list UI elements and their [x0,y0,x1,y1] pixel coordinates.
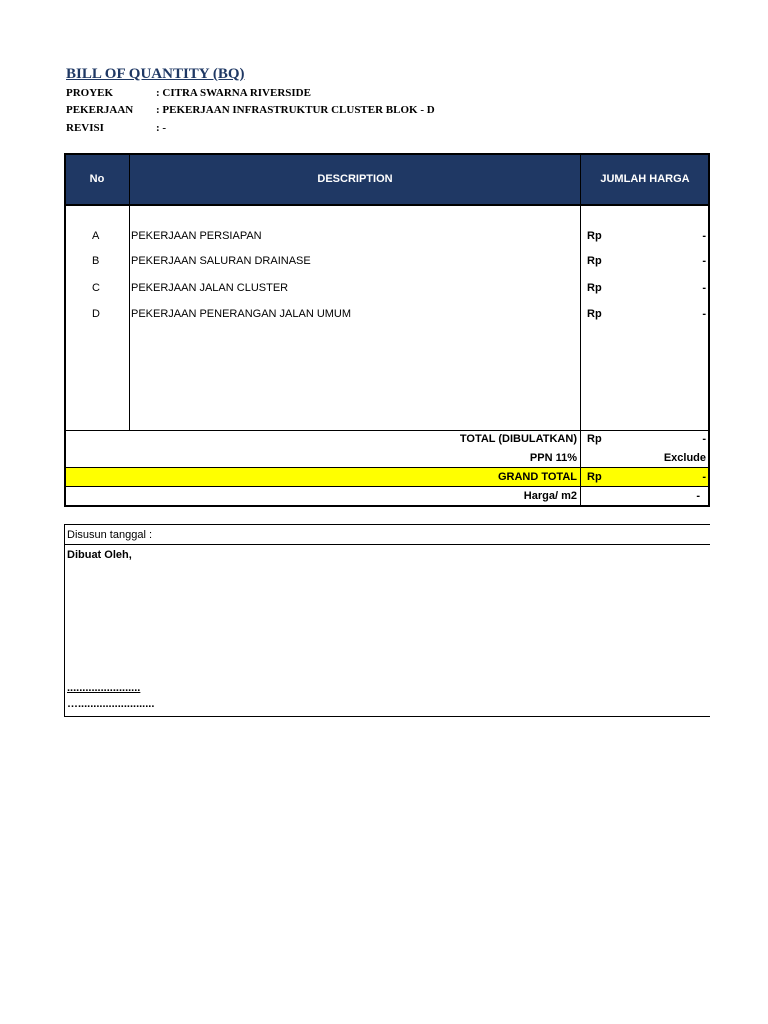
row-no: A [92,230,100,242]
ppn-label: PPN 11% [529,452,577,464]
total-value: - [702,433,706,445]
summary-divider [64,430,710,431]
row-description: PEKERJAAN JALAN CLUSTER [131,282,289,294]
header-no: No [65,154,129,204]
grand-total-value: - [702,471,706,483]
row-currency: Rp [587,282,602,294]
signer-position-line: …......................... [67,698,155,710]
grand-total-currency: Rp [587,471,602,483]
date-label: Disusun tanggal : [67,529,152,541]
meta-label: PROYEK [66,87,114,99]
table-border [64,153,710,507]
signature-block [64,524,710,717]
signer-name-line: ........................ [67,682,141,694]
row-description: PEKERJAAN PENERANGAN JALAN UMUM [131,308,352,320]
meta-label: PEKERJAAN [66,104,134,116]
made-by-label: Dibuat Oleh, [67,549,132,561]
header-description: DESCRIPTION [130,154,580,204]
sign-divider [64,544,710,545]
meta-value: : CITRA SWARNA RIVERSIDE [156,87,311,99]
row-description: PEKERJAAN PERSIAPAN [131,230,262,242]
row-description: PEKERJAAN SALURAN DRAINASE [131,255,311,267]
col-divider [129,153,130,430]
document-title: BILL OF QUANTITY (BQ) [66,66,245,82]
grand-total-label: GRAND TOTAL [497,471,577,483]
row-amount: - [702,308,706,320]
row-no: B [92,255,100,267]
sign-border-left [64,524,65,717]
header-divider [64,204,710,206]
meta-value: : PEKERJAAN INFRASTRUKTUR CLUSTER BLOK - D [156,104,435,116]
sign-border-bottom [64,716,710,717]
header-amount: JUMLAH HARGA [581,154,709,204]
row-amount: - [702,255,706,267]
bq-table [64,153,710,507]
total-label: TOTAL (DIBULATKAN) [459,433,577,445]
summary-divider [64,467,710,468]
summary-divider [64,486,710,487]
sign-border-top [64,524,710,525]
row-no: C [92,282,100,294]
row-currency: Rp [587,230,602,242]
row-amount: - [702,282,706,294]
row-currency: Rp [587,255,602,267]
row-no: D [92,308,100,320]
meta-value: : - [156,122,167,134]
row-amount: - [702,230,706,242]
meta-label: REVISI [66,122,104,134]
row-currency: Rp [587,308,602,320]
total-currency: Rp [587,433,602,445]
ppn-value: Exclude [663,452,706,464]
price-per-m2-label: Harga/ m2 [523,490,577,502]
col-divider [580,153,581,507]
price-per-m2-value: - [696,490,700,502]
